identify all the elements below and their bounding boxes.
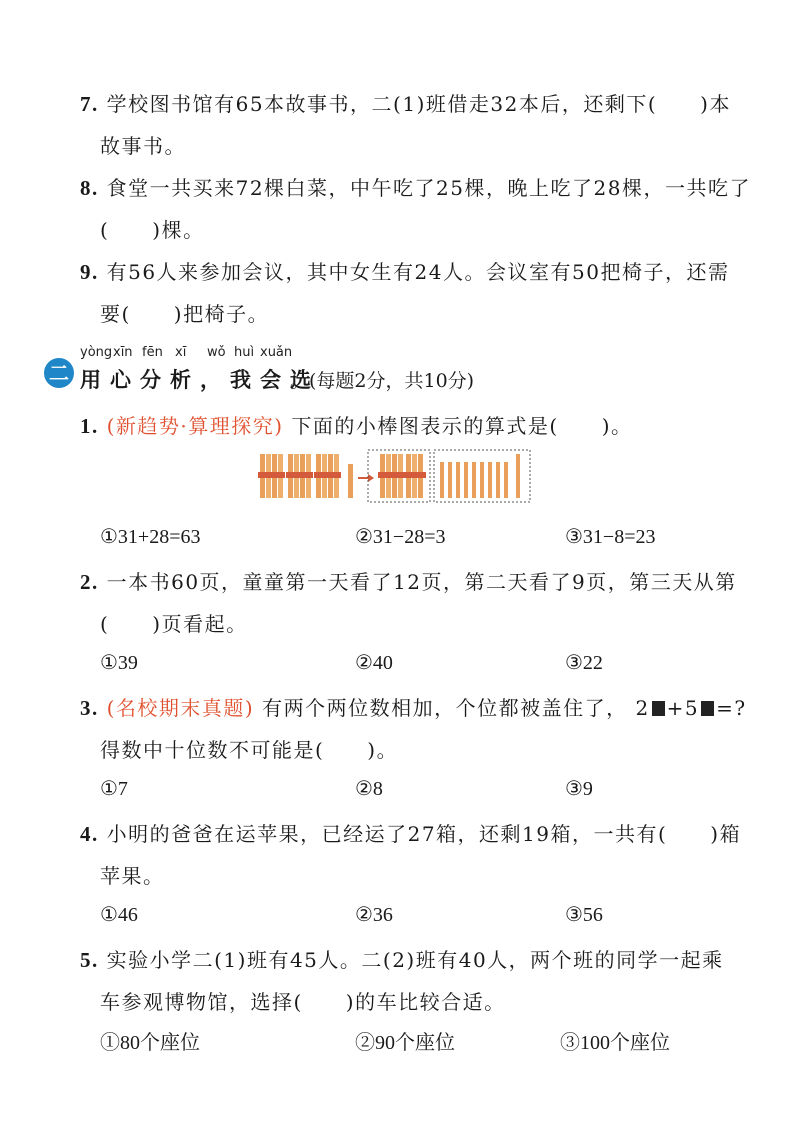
question-2-cont: ( )页看起。 xyxy=(100,612,248,636)
question-tag: (名校期末真题) xyxy=(106,696,255,720)
single-stick-icon xyxy=(348,464,353,498)
question-9-cont: 要( )把椅子。 xyxy=(100,302,270,326)
option-3[interactable]: ③22 xyxy=(565,652,603,674)
option-3[interactable]: ③100个座位 xyxy=(560,1032,670,1054)
stick-bundle-icon xyxy=(378,454,405,498)
question-text: 有两个两位数相加，个位都被盖住了， xyxy=(262,696,628,720)
choice-question-4 xyxy=(80,818,741,847)
pinyin: xuǎn xyxy=(260,345,293,360)
question-text: 实验小学二(1)班有45人。二(2)班有40人，两个班的同学一起乘 xyxy=(106,948,724,972)
question-text: 小明的爸爸在运苹果，已经运了27箱，还剩19箱，一共有( )箱 xyxy=(106,822,742,846)
question-tag: (新趋势·算理探究) xyxy=(106,414,284,438)
question-3-cont: 得数中十位数不可能是( )。 xyxy=(100,738,399,762)
pinyin: wǒ xyxy=(207,345,226,360)
question-5-cont: 车参观博物馆，选择( )的车比较合适。 xyxy=(100,990,506,1014)
option-2[interactable]: ②31−28=3 xyxy=(355,526,446,548)
option-3[interactable]: ③56 xyxy=(565,904,603,926)
question-text: 学校图书馆有65本故事书，二(1)班借走32本后，还剩下( )本 xyxy=(106,92,731,116)
expression: 2 +5 =? xyxy=(635,696,747,720)
pinyin: xī xyxy=(175,345,187,360)
option-1[interactable]: ①80个座位 xyxy=(100,1032,200,1054)
section-badge: 二 xyxy=(44,358,74,388)
option-3[interactable]: ③9 xyxy=(565,778,593,800)
choice-question-1 xyxy=(80,410,633,439)
option-1[interactable]: ①46 xyxy=(100,904,138,926)
choice-question-2 xyxy=(80,566,737,595)
question-number: 7. xyxy=(80,92,99,116)
stick-bundle-icon xyxy=(258,454,285,498)
question-4-cont: 苹果。 xyxy=(100,864,165,888)
option-1[interactable]: ①39 xyxy=(100,652,138,674)
question-number: 1. xyxy=(80,414,99,438)
choice-question-3 xyxy=(80,692,747,721)
pinyin: yòng xyxy=(80,345,113,360)
option-2[interactable]: ②90个座位 xyxy=(355,1032,455,1054)
stick-bundle-icon xyxy=(314,454,341,498)
question-number: 2. xyxy=(80,570,99,594)
question-7-cont: 故事书。 xyxy=(100,134,186,158)
pinyin: fēn xyxy=(142,345,163,360)
section-title: 用心分析，我会选 xyxy=(80,367,320,392)
question-number: 9. xyxy=(80,260,99,284)
sticks-illustration xyxy=(258,448,534,504)
loose-sticks-icon xyxy=(440,454,520,498)
question-number: 8. xyxy=(80,176,99,200)
question-text: 下面的小棒图表示的算式是( )。 xyxy=(291,414,633,438)
question-8 xyxy=(80,172,751,201)
option-3[interactable]: ③31−8=23 xyxy=(565,526,656,548)
question-number: 3. xyxy=(80,696,99,720)
option-1[interactable]: ①7 xyxy=(100,778,128,800)
question-text: 食堂一共买来72棵白菜，中午吃了25棵，晚上吃了28棵，一共吃了 xyxy=(106,176,751,200)
question-9 xyxy=(80,256,729,285)
question-text: 有56人来参加会议，其中女生有24人。会议室有50把椅子，还需 xyxy=(106,260,730,284)
covered-digit xyxy=(701,701,714,716)
question-number: 4. xyxy=(80,822,99,846)
question-8-cont: ( )棵。 xyxy=(100,218,205,242)
option-1[interactable]: ①31+28=63 xyxy=(100,526,201,548)
stick-bundle-icon xyxy=(286,454,313,498)
pinyin: xīn xyxy=(113,345,133,360)
option-2[interactable]: ②8 xyxy=(355,778,383,800)
choice-question-5 xyxy=(80,944,724,973)
arrow-icon xyxy=(358,474,374,482)
section-note: 。(每题2分，共10分) xyxy=(290,370,475,392)
question-7 xyxy=(80,88,731,117)
covered-digit xyxy=(652,701,665,716)
question-text: 一本书60页，童童第一天看了12页，第二天看了9页，第三天从第 xyxy=(106,570,737,594)
stick-bundle-icon xyxy=(404,454,426,498)
question-number: 5. xyxy=(80,948,99,972)
option-2[interactable]: ②36 xyxy=(355,904,393,926)
option-2[interactable]: ②40 xyxy=(355,652,393,674)
pinyin: huì xyxy=(234,345,255,360)
